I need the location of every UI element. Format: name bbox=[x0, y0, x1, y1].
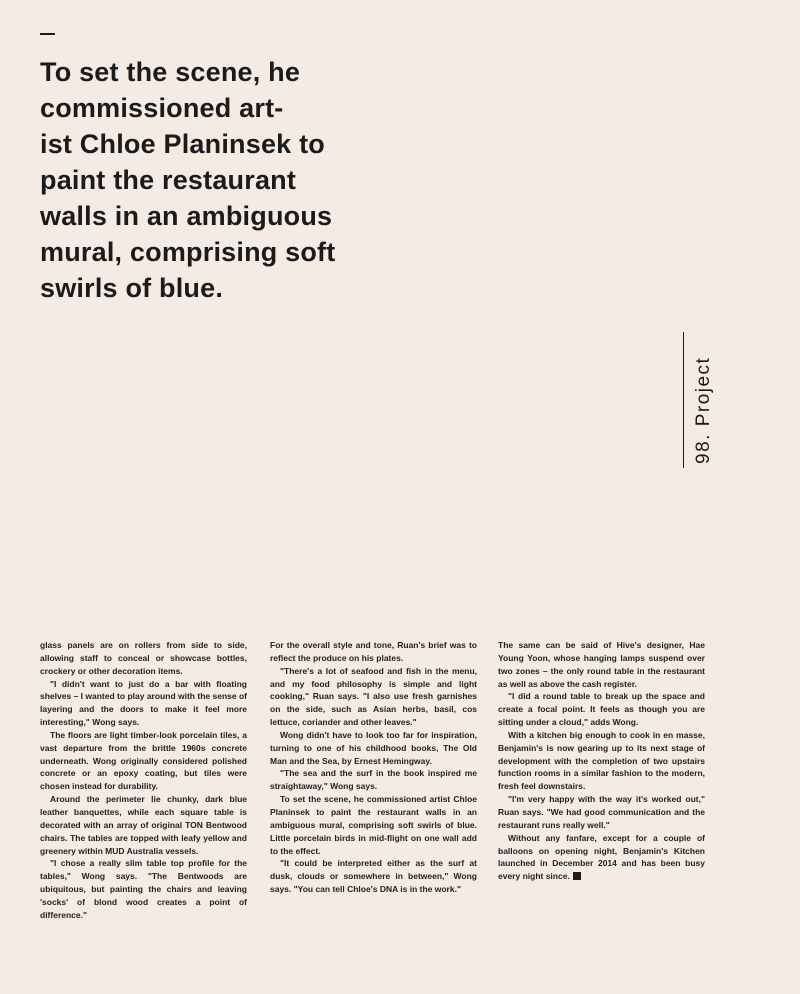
pull-quote-line: ist Chloe Planinsek to bbox=[40, 129, 325, 159]
body-paragraph: The floors are light timber-look porcelain tiles, a vast departure from the brittle 1960s concrete underneath. Wong originally considered polished concrete or an epoxy coating, but tiles were chosen instead for durability. bbox=[40, 729, 247, 792]
pull-quote-line: mural, comprising soft bbox=[40, 237, 336, 267]
page-label-rule bbox=[683, 332, 722, 468]
body-paragraph: Around the perimeter lie chunky, dark blue leather banquettes, while each square table is decorated with an array of original TON Bentwood chairs. The tables are topped with leafy yellow and greenery within MUD Australia vessels. bbox=[40, 794, 247, 856]
pull-quote-line: walls in an ambiguous bbox=[40, 201, 333, 231]
body-column-2 bbox=[270, 639, 477, 896]
pull-quote-line: To set the scene, he bbox=[40, 57, 301, 87]
body-paragraph: "I did a round table to break up the space and create a focal point. It feels as though you are sitting under a cloud," adds Wong. bbox=[498, 691, 705, 728]
body-paragraph: "I didn't want to just do a bar with floating shelves – I wanted to play around with the sense of layering and the doors to make it feel more interesting," Wong says. bbox=[40, 678, 247, 728]
body-paragraph: "It could be interpreted either as the surf at dusk, clouds or somewhere in between," Wong says. "You can tell Chloe's DNA is in the work." bbox=[270, 858, 477, 895]
body-paragraph: With a kitchen big enough to cook in en masse, Benjamin's is now gearing up to its next stage of development with the completion of two upstairs function rooms in a similar fashion to the modern, fresh feel downstairs. bbox=[498, 729, 705, 792]
page-label: 98. Project bbox=[693, 356, 714, 464]
body-paragraph: For the overall style and tone, Ruan's brief was to reflect the produce on his plates. bbox=[270, 640, 477, 663]
end-mark-icon bbox=[573, 872, 581, 880]
body-column-3 bbox=[498, 639, 705, 883]
body-paragraph: "I chose a really slim table top profile for the tables," Wong says. "The Bentwoods are ubiquitous, but painting the chairs and leaving 'socks' of blond wood creates a point of difference." bbox=[40, 858, 247, 920]
body-paragraph: The same can be said of Hive's designer, Hae Young Yoon, whose hanging lamps suspend over two zones – the only round table in the restaurant as well as above the cash register. bbox=[498, 640, 705, 689]
body-paragraph: Wong didn't have to look too far for inspiration, turning to one of his childhood books, The Old Man and the Sea, by Ernest Hemingway. bbox=[270, 729, 477, 766]
body-paragraph: glass panels are on rollers from side to side, allowing staff to conceal or showcase bottles, crockery or other decoration items. bbox=[40, 640, 247, 676]
body-paragraph: Without any fanfare, except for a couple of balloons on opening night, Benjamin's Kitchen launched in December 2014 and has been busy every night since. bbox=[498, 832, 705, 882]
body-paragraph: "There's a lot of seafood and fish in the menu, and my food philosophy is simple and light cooking," Ruan says. "I also use fresh garnishes on the side, such as Asian herbs, basil, cos lettuce, coriander and other leaves." bbox=[270, 665, 477, 728]
body-paragraph: "The sea and the surf in the book inspired me straightaway," Wong says. bbox=[270, 768, 477, 792]
pull-quote-line: swirls of blue. bbox=[40, 273, 224, 303]
pull-quote-line: commissioned art- bbox=[40, 93, 284, 123]
body-column-1 bbox=[40, 639, 247, 922]
body-paragraph: "I'm very happy with the way it's worked out," Ruan says. "We had good communication and the restaurant runs really well." bbox=[498, 794, 705, 830]
pull-quote bbox=[40, 54, 440, 306]
section-dash bbox=[40, 33, 55, 35]
pull-quote-line: paint the restaurant bbox=[40, 165, 297, 195]
body-paragraph: To set the scene, he commissioned artist Chloe Planinsek to paint the restaurant walls in an ambiguous mural, comprising soft swirls of blue. Little porcelain birds in mid-flight on one wall add to the effect. bbox=[270, 794, 477, 856]
